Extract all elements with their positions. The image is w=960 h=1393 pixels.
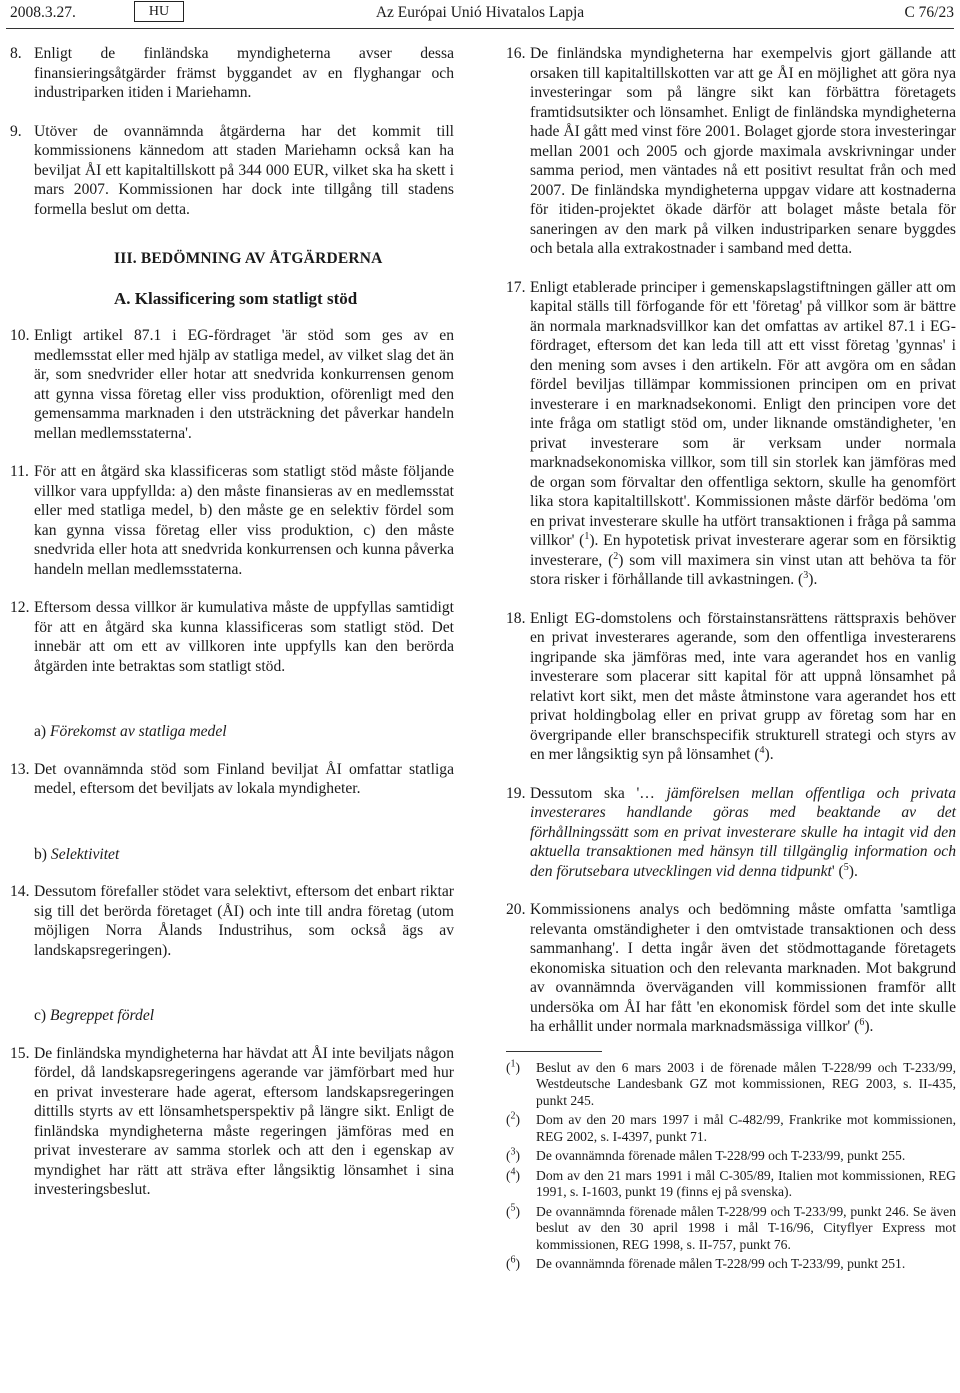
subheading-label: c) [34, 1007, 47, 1024]
paragraph-19 [506, 784, 956, 882]
paragraph-number: 19. [506, 784, 526, 802]
footnote-ref[interactable]: 1 [584, 530, 590, 542]
paragraph-number: 18. [506, 609, 526, 627]
subheading-text: Begreppet fördel [50, 1007, 155, 1024]
paragraph-9 [10, 122, 454, 220]
paragraph-number: 13. [10, 760, 30, 778]
paragraph-number: 20. [506, 901, 526, 918]
footnote-number: ($^2$) [506, 1110, 521, 1127]
section-heading-a: A. Klassificering som statligt stöd [114, 288, 358, 308]
paragraph-number: 14. [10, 883, 30, 900]
paragraph-10 [10, 326, 454, 443]
subheading-text: Selektivitet [50, 845, 120, 863]
page-header [0, 0, 960, 26]
paragraph-text: ' ( [831, 862, 844, 880]
paragraph-20 [506, 900, 956, 1037]
footnote-text: Dom av den 20 mars 1997 i mål C-482/99, Frankrike mot kommissionen, REG 2002, s. I-4397, punkt 71. [536, 1112, 956, 1144]
footnote-ref[interactable]: 6 [859, 1016, 865, 1028]
paragraph-text: Eftersom dessa villkor är kumulativa måste de uppfyllas samtidigt för att en åtgärd ska kunna klassificeras som statligt stöd. Det innebär att om ett av villkoren inte uppfylls kan den berörda åtgärden inte betraktas som statligt stöd. [34, 599, 454, 675]
footnote-ref[interactable]: 3 [803, 569, 809, 581]
section-heading-iii: III. BEDÖMNING AV ÅTGÄRDERNA [114, 250, 383, 267]
footnote-ref[interactable]: 2 [613, 550, 619, 562]
footnote [506, 1148, 956, 1165]
footnote [506, 1165, 956, 1201]
footnote [506, 1256, 956, 1273]
paragraph-text: Enligt artikel 87.1 i EG-fördraget 'är stöd som ges av en medlemsstat eller med hjälp av statliga medel, av vilket slag det än är, som snedvrider eller hotar att snedvrida konkurrensen genom att gynna vissa företag eller viss produktion, oförenligt med den gemensamma marknaden i den utsträckning det påverkar handeln mellan medlemsstaterna'. [34, 327, 454, 442]
header-divider [6, 28, 954, 29]
paragraph-number: 9. [10, 122, 22, 140]
paragraph-text: ) som vill maximera sin vinst utan att behöva ta för stora risker i förhållande till avkastningen. ( [530, 551, 956, 588]
paragraph-number: 12. [10, 599, 30, 616]
paragraph-number: 16. [506, 45, 526, 62]
subheading-label: a) [34, 723, 47, 740]
footnote-text: Beslut av den 6 mars 2003 i de förenade målen T-228/99 och T-233/99, Westdeutsche Landesbank GZ mot kommissionen, REG 2003, s. II-435, punkt 245. [536, 1059, 956, 1108]
paragraph-quote: jämförelsen mellan offentliga och privata investerares handlande göras med beaktande av det förhållningssätt som en privat investerare skulle ha intagit vid den aktuella transaktionen med hänsyn till tillgänglig information och den förutsebara utvecklingen vid denna tidpunkt [530, 784, 956, 880]
paragraph-text: ). [864, 1018, 874, 1035]
footnote-number: ($^1$) [506, 1057, 521, 1075]
paragraph-13 [10, 760, 454, 799]
subheading-label: b) [34, 845, 47, 863]
footnote-number: ($^5$) [506, 1201, 521, 1219]
subheading-b [10, 845, 454, 865]
paragraph-number: 8. [10, 45, 22, 62]
subheading-a [10, 722, 454, 742]
footnote-number: ($^3$) [506, 1146, 521, 1163]
paragraph-text: ). [848, 862, 858, 880]
publication-date: 2008.3.27. [10, 4, 76, 21]
footnotes [506, 1057, 956, 1273]
paragraph-text: Det ovannämnda stöd som Finland beviljat ÅI omfattar statliga medel, eftersom det beviljats av lokala myndigheter. [34, 760, 454, 797]
paragraph-number: 11. [10, 463, 29, 480]
paragraph-text: Kommissionens analys och bedömning måste omfatta 'samtliga relevanta omständigheter i den omtvistade transaktionen och dess sammanhang'. I detta ingår även det stödmottagande företagets ekonomiska situation och den relevanta marknaden. Mot bakgrund av ovannämnda överväganden vill kommissionen framför allt undersöka om ÅI har fått 'en ekonomisk fördel som det inte skulle ha erhållit under normala marknadsmässiga villkor' ( [530, 901, 956, 1035]
footnote-number: ($^4$) [506, 1165, 521, 1183]
paragraph-text: För att en åtgärd ska klassificeras som statligt stöd måste följande villkor vara uppfyllda: a) den måste finansieras av en medlemsstat eller med statliga medel, b) den måste ge en selektiv fördel som kan gynna vissa företag eller viss produktion, c) den måste snedvrida eller hota att snedvrida konkurrensen och kunna påverka handeln mellan medlemsstaterna. [34, 463, 454, 578]
footnote [506, 1057, 956, 1110]
footnote-text: Dom av den 21 mars 1991 i mål C-305/89, Italien mot kommissionen, REG 1991, s. I-1603, punkt 19 (finns ej på svenska). [536, 1167, 956, 1199]
footnote-text: De ovannämnda förenade målen T-228/99 och T-233/99, punkt 255. [536, 1148, 906, 1163]
subheading-c [10, 1006, 454, 1026]
paragraph-text: ). [764, 746, 774, 763]
paragraph-17 [506, 278, 956, 590]
footnote-divider [506, 1051, 602, 1052]
paragraph-15 [10, 1044, 454, 1200]
paragraph-text: Enligt de finländska myndigheterna avser dessa finansieringsåtgärder främst byggandet av en flyghangar och industriparken itiden i Mariehamn. [34, 45, 454, 101]
page-number: C 76/23 [904, 4, 954, 21]
footnote [506, 1201, 956, 1254]
paragraph-number: 17. [506, 278, 526, 296]
left-column [10, 44, 454, 1219]
journal-title: Az Európai Unió Hivatalos Lapja [375, 4, 585, 21]
paragraph-12 [10, 598, 454, 676]
paragraph-text: Dessutom förefaller stödet vara selektivt, eftersom det enbart riktar sig till det berörda företaget (ÅI) och inte till andra företag (utom möjligen Norra Ålands Industrihus, som också ägs av landskapsregeringen). [34, 883, 454, 959]
paragraph-18 [506, 609, 956, 765]
footnote-text: De ovannämnda förenade målen T-228/99 och T-233/99, punkt 246. Se även beslut av den 30 april 1998 i mål T-16/96, Cityflyer Express mot kommissionen, REG 1998, s. II-757, punkt 76. [536, 1203, 956, 1252]
paragraph-text: Dessutom ska '… [530, 784, 667, 802]
paragraph-number: 10. [10, 327, 30, 344]
language-badge: HU [134, 1, 184, 22]
paragraph-text: ). En hypotetisk privat investerare agerar som en försiktig investerare, ( [530, 532, 956, 569]
subheading-text: Förekomst av statliga medel [50, 723, 227, 740]
paragraph-text: De finländska myndigheterna har hävdat att ÅI inte beviljats någon fördel, då landskapsregeringens agerande var jämförbart med hur en privat investerare hade agerat, eftersom landskapsregeringen dittills styrts av ett lönsamhetsperspektiv på längre sikt. Enligt de finländska myndigheterna måste regeringen jämföras med en privat investerare av samma storlek och att den i egenskap av myndighet har rätt att sträva efter långsiktig lönsamhet i sina investeringsbeslut. [34, 1044, 454, 1198]
footnote-ref[interactable]: 5 [843, 861, 849, 873]
footnote-ref[interactable]: 4 [759, 744, 765, 756]
paragraph-14 [10, 882, 454, 960]
paragraph-11 [10, 462, 454, 579]
footnote [506, 1112, 956, 1145]
paragraph-16 [506, 44, 956, 259]
paragraph-text: ). [808, 571, 818, 588]
paragraph-text: De finländska myndigheterna har exempelvis gjort gällande att orsaken till kapitaltillskotten var att ge ÅI en möjlighet att göra nya investeringar som på längre sikt kan förbättra företagets framtidsutsikter och lönsamhet. Enligt de finländska myndigheterna hade ÅI gått med vinst före 2001. Bolaget gjorde stora investeringar mellan 2001 och 2005 och gjorde maximala avskrivningar under samma period, men väntades nå ett positivt resultat från och med 2007. De finländska myndigheterna uppgav vidare att kostnaderna för itiden-projektet ökade därför att bolaget måste betala för saneringen av den mark på vilken industriparken senare byggdes och betala alla extrakostnader i samband med detta. [530, 45, 956, 257]
paragraph-text: Enligt etablerade principer i gemenskapslagstiftningen gäller att om kapital ställs till förfogande för ett 'företag' på villkor som är bättre än normala marknadsvillkor kan det omfattas av artikel 87.1 i EG-fördraget, eftersom det kan leda till att ett visst företag 'gynnas' i den mening som avses i den artikeln. För att avgöra om en sådan fördel beviljas tillämpar kommissionen principen om en privat investerare i en marknadsekonomi. Enligt den principen vore det inte fråga om statligt stöd om, under liknande omständigheter, 'en privat investerare som är verksam under normala marknadsekonomiska villkor, som till sin storlek kan jämföras med de organ som förvaltar den offentliga sektorn, skulle ha genomfört lika stora kapitaltillskott'. Kommissionen måste därför bedöma 'om en privat investerare skulle ha utfört transaktionen i fråga på samma villkor' ( [530, 278, 956, 549]
footnote-number: ($^6$) [506, 1254, 521, 1271]
paragraph-number: 15. [10, 1044, 30, 1062]
footnote-text: De ovannämnda förenade målen T-228/99 och T-233/99, punkt 251. [536, 1256, 906, 1271]
right-column [506, 44, 956, 1276]
paragraph-text: Enligt EG-domstolens och förstainstansrättens rättspraxis behöver en privat investerares agerande, som den offentliga investerarens ingripande ska jämföras med, inte vara agerandet hos en vanlig investerare som placerar sitt kapital för att uppnå lönsamhet på relativt kort sikt, men det måste åtminstone vara agerandet hos ett privat holdingbolag eller en privat grupp av företag som har en övergripande eller branschspecifik strukturell strategi och styrs av en mer långsiktig syn på lönsamhet ( [530, 609, 956, 763]
paragraph-text: Utöver de ovannämnda åtgärderna har det kommit till kommissionens kännedom att staden Mariehamn också kan ha beviljat ÅI ett kapitaltillskott på 344 000 EUR, vilket ska ha skett i mars 2007. Kommissionen har dock inte tillgång till stadens formella beslut om detta. [34, 122, 454, 218]
paragraph-8 [10, 44, 454, 103]
